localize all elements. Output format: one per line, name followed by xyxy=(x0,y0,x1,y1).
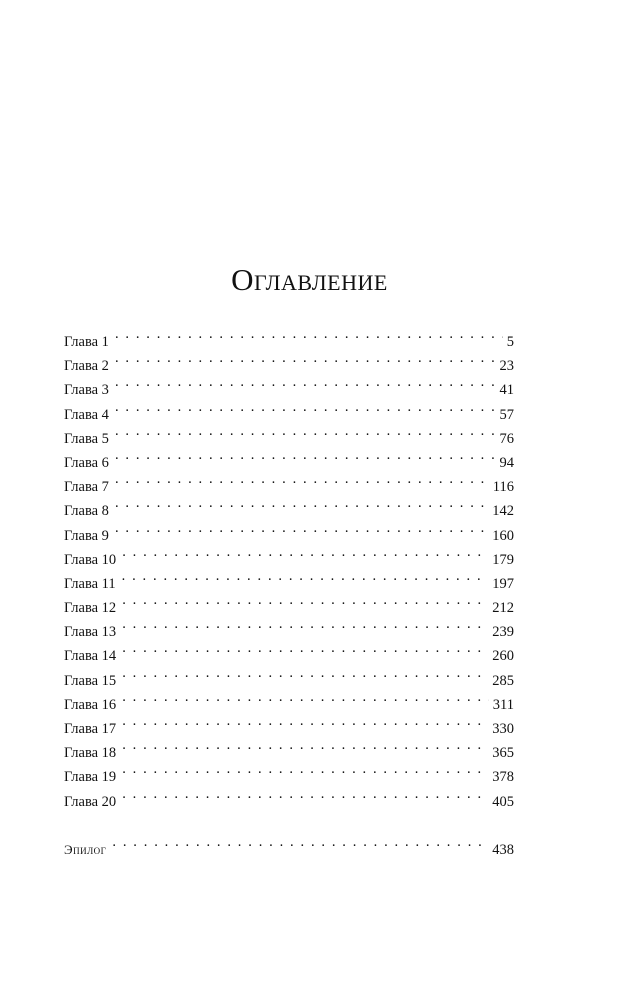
toc-entry-label: Глава 13 xyxy=(64,624,117,641)
toc-entry-page-number: 260 xyxy=(492,648,514,665)
dot-leader xyxy=(122,733,488,757)
toc-entry-page-number: 239 xyxy=(492,624,514,641)
toc-entry-page-number: 365 xyxy=(492,745,514,762)
toc-entry[interactable] xyxy=(64,709,514,737)
toc-entry-epilogue[interactable] xyxy=(64,830,514,858)
toc-entry-page-number: 179 xyxy=(492,551,514,568)
toc-entry-label: Эпилог xyxy=(64,841,107,857)
dot-leader xyxy=(115,346,496,370)
dot-leader xyxy=(112,830,488,854)
dot-leader xyxy=(122,612,488,636)
toc-entry-page-number: 438 xyxy=(492,841,514,858)
toc-entry-label: Глава 15 xyxy=(64,672,117,689)
toc-entry-label: Глава 20 xyxy=(64,793,117,810)
toc-entry-label: Глава 9 xyxy=(64,527,109,544)
toc-entry[interactable] xyxy=(64,564,514,592)
toc-entry-page-number: 311 xyxy=(492,696,514,713)
toc-entry-page-number: 330 xyxy=(492,721,514,737)
dot-leader xyxy=(115,516,488,540)
toc-entry[interactable] xyxy=(64,782,514,810)
page-title: Оглавление xyxy=(231,262,388,297)
dot-leader xyxy=(115,395,496,419)
toc-entry-label: Глава 2 xyxy=(64,358,109,375)
toc-entry[interactable] xyxy=(64,733,514,762)
toc-entry-page-number: 57 xyxy=(499,406,514,423)
toc-entry[interactable] xyxy=(64,346,514,375)
toc-entry-label: Глава 12 xyxy=(64,600,117,617)
toc-entry-label: Глава 11 xyxy=(64,575,116,592)
dot-leader xyxy=(122,661,488,685)
toc-entry[interactable] xyxy=(64,540,514,568)
toc-entry-label: Глава 5 xyxy=(64,430,109,447)
toc-entry[interactable] xyxy=(64,443,514,471)
toc-entry[interactable] xyxy=(64,322,514,350)
toc-entry[interactable] xyxy=(64,612,514,641)
table-of-contents xyxy=(64,322,514,858)
toc-entry-page-number: 5 xyxy=(506,334,514,350)
toc-entry-label: Глава 16 xyxy=(64,696,117,713)
toc-entry-page-number: 23 xyxy=(499,358,514,375)
toc-entry-page-number: 285 xyxy=(492,672,514,689)
toc-entry-label: Глава 1 xyxy=(64,334,109,350)
dot-leader xyxy=(122,588,488,612)
toc-entry-page-number: 142 xyxy=(492,503,514,520)
dot-leader xyxy=(122,636,488,660)
dot-leader xyxy=(122,564,489,588)
toc-entry-page-number: 76 xyxy=(499,430,514,447)
toc-entry-label: Глава 8 xyxy=(64,503,109,520)
toc-entry-label: Глава 18 xyxy=(64,745,117,762)
toc-entry-label: Глава 19 xyxy=(64,769,117,786)
toc-entry-label: Глава 17 xyxy=(64,721,117,737)
toc-entry[interactable] xyxy=(64,491,514,520)
toc-entry-label: Глава 3 xyxy=(64,382,109,399)
toc-entry-page-number: 116 xyxy=(492,479,514,496)
toc-entry-page-number: 197 xyxy=(492,575,514,592)
toc-entry-label: Глава 10 xyxy=(64,551,117,568)
toc-entry[interactable] xyxy=(64,636,514,665)
toc-entry-label: Глава 7 xyxy=(64,479,109,496)
dot-leader xyxy=(115,467,489,491)
dot-leader xyxy=(115,443,496,467)
toc-entry-label: Глава 4 xyxy=(64,406,109,423)
toc-entry-page-number: 94 xyxy=(499,454,514,471)
dot-leader xyxy=(122,540,488,564)
toc-entry[interactable] xyxy=(64,757,514,786)
toc-entry[interactable] xyxy=(64,419,514,447)
toc-entry-page-number: 41 xyxy=(499,382,514,399)
dot-leader xyxy=(122,709,488,733)
dot-leader xyxy=(115,322,503,346)
dot-leader xyxy=(115,419,496,443)
toc-entry-page-number: 405 xyxy=(492,793,514,810)
toc-entry-label: Глава 6 xyxy=(64,454,109,471)
dot-leader xyxy=(122,782,488,806)
toc-entry[interactable] xyxy=(64,661,514,689)
toc-entry-label: Глава 14 xyxy=(64,648,117,665)
toc-entry[interactable] xyxy=(64,685,514,713)
toc-entry-page-number: 378 xyxy=(492,769,514,786)
dot-leader xyxy=(115,370,496,394)
toc-entry-page-number: 160 xyxy=(492,527,514,544)
toc-entry-page-number: 212 xyxy=(492,600,514,617)
toc-entry[interactable] xyxy=(64,395,514,423)
toc-entry[interactable] xyxy=(64,467,514,496)
toc-entry[interactable] xyxy=(64,588,514,617)
dot-leader xyxy=(122,685,489,709)
dot-leader xyxy=(115,491,488,515)
toc-entry[interactable] xyxy=(64,370,514,399)
toc-entry[interactable] xyxy=(64,516,514,544)
dot-leader xyxy=(122,757,488,781)
